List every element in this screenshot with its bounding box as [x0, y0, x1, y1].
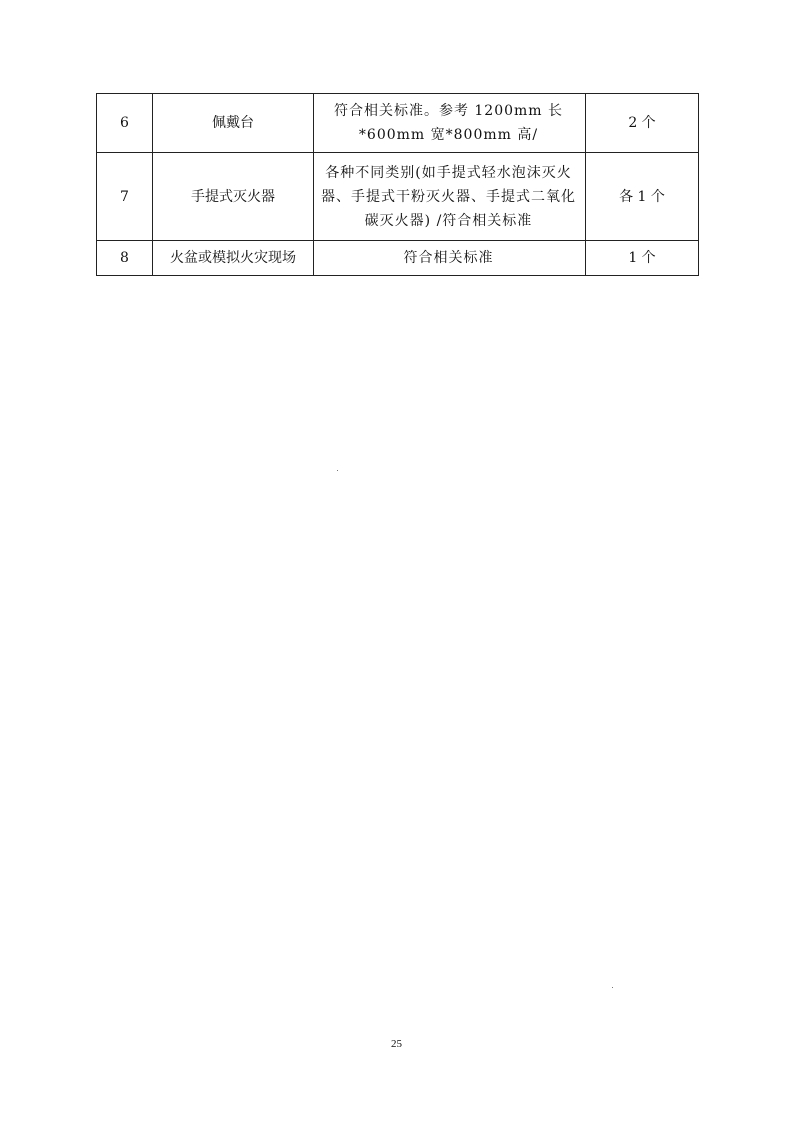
scan-speck: [612, 987, 613, 988]
scan-speck: [337, 470, 338, 471]
equipment-spec: 各种不同类别(如手提式轻水泡沫灭火器、手提式干粉灭火器、手提式二氧化碳灭火器) /符合相关标准: [314, 153, 586, 241]
equipment-spec: 符合相关标准: [314, 241, 586, 276]
table-row: [97, 241, 699, 276]
equipment-quantity: 各 1 个: [586, 153, 699, 241]
row-number: 8: [97, 241, 153, 276]
equipment-quantity: 1 个: [586, 241, 699, 276]
table-row: [97, 94, 699, 153]
equipment-spec: 符合相关标准。参考 1200mm 长*600mm 宽*800mm 高/: [314, 94, 586, 153]
row-number: 7: [97, 153, 153, 241]
equipment-name: 火盆或模拟火灾现场: [153, 241, 314, 276]
table-row: [97, 153, 699, 241]
row-number: 6: [97, 94, 153, 153]
equipment-name: 佩戴台: [153, 94, 314, 153]
equipment-table: [96, 93, 699, 276]
equipment-quantity: 2 个: [586, 94, 699, 153]
page-number: 25: [391, 1038, 402, 1050]
equipment-name: 手提式灭火器: [153, 153, 314, 241]
